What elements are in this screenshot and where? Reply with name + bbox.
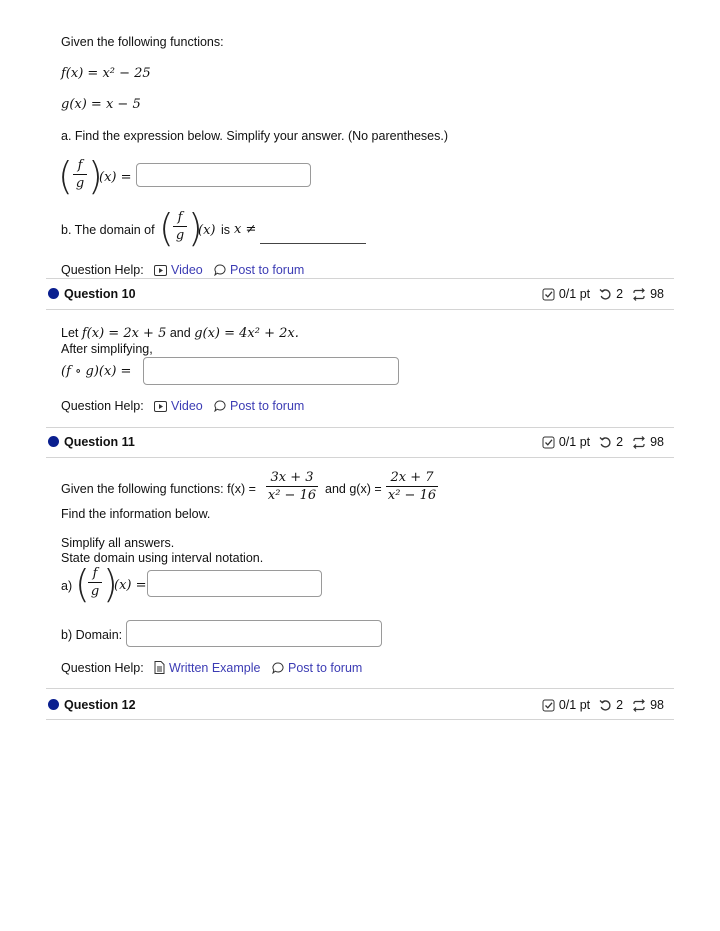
left-paren: ( — [58, 154, 73, 198]
video-icon — [154, 265, 167, 279]
question-11-header[interactable] — [48, 435, 135, 449]
q11-g-fraction — [386, 470, 438, 503]
q9-fraction-f-over-g — [73, 158, 87, 191]
fraction-numerator: f — [77, 158, 83, 173]
q11-part-b-label: b) Domain: — [61, 628, 123, 642]
score-text: 0/1 pt — [558, 287, 591, 301]
retries-count: 2 — [616, 287, 624, 301]
q11-intro: Given the following functions: f(x) = — [61, 482, 256, 496]
fraction-denominator: g — [175, 228, 185, 243]
question-status-dot — [48, 288, 59, 299]
comment-icon — [272, 662, 284, 677]
divider — [46, 688, 674, 689]
checkbox-icon — [542, 436, 555, 449]
q9-f-definition: f(x) = x² − 25 — [61, 66, 151, 81]
q9-answer-a-input[interactable] — [136, 163, 311, 187]
q10-after-simplifying: After simplifying, — [61, 342, 153, 356]
attempts-count: 98 — [650, 698, 664, 712]
divider — [46, 719, 674, 720]
q9-a-tail: (x) = — [99, 170, 132, 185]
question-12-meta — [542, 698, 664, 712]
forum-link-label[interactable]: Post to forum — [230, 263, 305, 277]
q9-b-tail: (x) — [198, 223, 216, 238]
attempts-icon — [632, 436, 646, 449]
video-link-label[interactable]: Video — [171, 399, 203, 413]
q9-b-fraction-f-over-g — [173, 210, 187, 243]
attempts-count: 98 — [650, 287, 664, 301]
question-10-header[interactable] — [48, 287, 136, 301]
q9-g-definition: g(x) = x − 5 — [61, 97, 141, 112]
left-paren: ( — [75, 562, 90, 606]
fraction-denominator: g — [75, 176, 85, 191]
question-10-meta — [542, 287, 664, 301]
q9-forum-link[interactable] — [214, 263, 304, 279]
q10-forum-link[interactable] — [214, 399, 304, 415]
question-12-header[interactable] — [48, 698, 136, 712]
fraction-numerator: f — [177, 210, 183, 225]
divider — [46, 457, 674, 458]
q10-g-definition: g(x) = 4x² + 2x. — [194, 326, 299, 341]
q9-help-label: Question Help: — [61, 263, 144, 277]
retry-icon — [599, 436, 612, 449]
question-status-dot — [48, 699, 59, 710]
q11-fraction-f-over-g — [88, 566, 102, 599]
retries-count: 2 — [616, 435, 624, 449]
checkbox-icon — [542, 288, 555, 301]
forum-link-label[interactable]: Post to forum — [230, 399, 305, 413]
q10-video-link[interactable] — [154, 399, 203, 415]
checkbox-icon — [542, 699, 555, 712]
q9-intro: Given the following functions: — [61, 35, 224, 49]
q10-f-definition: f(x) = 2x + 5 — [81, 326, 167, 341]
right-paren: ) — [88, 154, 103, 198]
video-icon — [154, 401, 167, 415]
fraction-numerator: 2x + 7 — [390, 470, 434, 485]
left-paren: ( — [159, 206, 174, 250]
q11-simplify: Simplify all answers. — [61, 536, 175, 550]
question-11-meta — [542, 435, 664, 449]
right-paren: ) — [188, 206, 203, 250]
divider — [46, 278, 674, 279]
q10-help-label: Question Help: — [61, 399, 144, 413]
video-link-label[interactable]: Video — [171, 263, 203, 277]
q11-find: Find the information below. — [61, 507, 211, 521]
right-paren: ) — [103, 562, 118, 606]
retries-count: 2 — [616, 698, 624, 712]
q9-part-a-prompt: a. Find the expression below. Simplify your answer. (No parentheses.) — [61, 129, 448, 143]
fraction-denominator: x² − 16 — [387, 488, 437, 503]
forum-link-label[interactable]: Post to forum — [288, 661, 363, 675]
retry-icon — [599, 288, 612, 301]
q11-and-g: and g(x) = — [325, 482, 382, 496]
score-text: 0/1 pt — [558, 698, 591, 712]
attempts-icon — [632, 699, 646, 712]
question-status-dot — [48, 436, 59, 447]
question-title: Question 11 — [64, 435, 135, 449]
retry-icon — [599, 699, 612, 712]
q10-and: and — [169, 326, 191, 340]
divider — [46, 427, 674, 428]
q11-answer-a-input[interactable] — [147, 570, 322, 597]
q11-written-example-link[interactable] — [154, 661, 260, 677]
fraction-numerator: 3x + 3 — [270, 470, 314, 485]
question-title: Question 10 — [64, 287, 136, 301]
attempts-icon — [632, 288, 646, 301]
q11-part-a-label: a) — [61, 579, 73, 593]
q9-b-is: is — [221, 223, 231, 237]
fraction-denominator: g — [90, 584, 100, 599]
q10-let: Let — [61, 326, 79, 340]
q11-help-label: Question Help: — [61, 661, 144, 675]
comment-icon — [214, 264, 226, 279]
q9-b-not-equal: x ≠ — [234, 222, 257, 237]
q9-video-link[interactable] — [154, 263, 203, 279]
document-icon — [154, 661, 165, 677]
fraction-numerator: f — [92, 566, 98, 581]
divider — [46, 309, 674, 310]
q10-answer-input[interactable] — [143, 357, 399, 385]
q9-answer-b-blank[interactable] — [260, 243, 366, 244]
question-title: Question 12 — [64, 698, 136, 712]
q11-a-tail: (x) = — [114, 578, 147, 593]
q10-composition-label: (f ∘ g)(x) = — [61, 364, 132, 379]
written-example-label[interactable]: Written Example — [169, 661, 261, 675]
q11-state-domain: State domain using interval notation. — [61, 551, 264, 565]
fraction-denominator: x² − 16 — [267, 488, 317, 503]
q11-f-fraction — [266, 470, 318, 503]
q11-domain-input[interactable] — [126, 620, 382, 647]
comment-icon — [214, 400, 226, 415]
q9-part-b-prompt: b. The domain of — [61, 223, 155, 237]
attempts-count: 98 — [650, 435, 664, 449]
score-text: 0/1 pt — [558, 435, 591, 449]
q10-let-line — [61, 326, 299, 341]
q11-forum-link[interactable] — [272, 661, 362, 677]
